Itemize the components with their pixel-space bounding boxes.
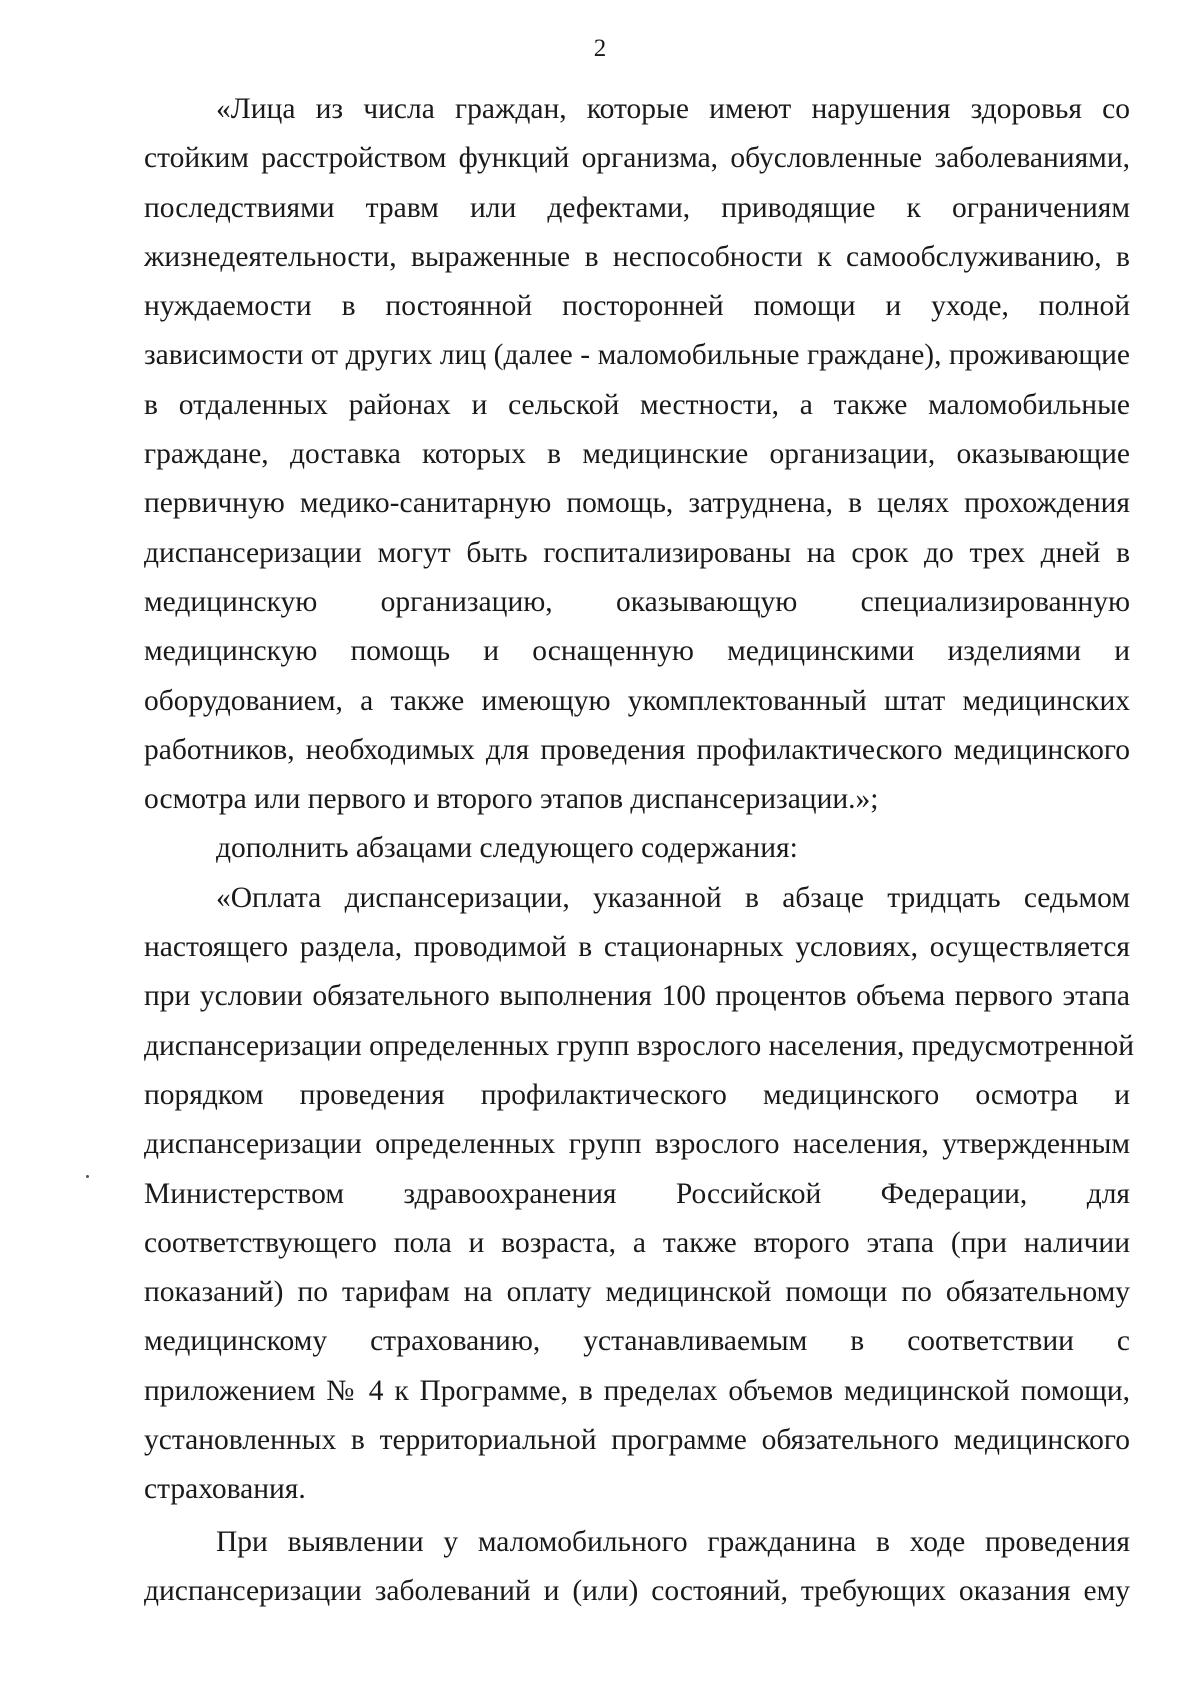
text-line: в отдаленных районах и сельской местности, а также маломобильные bbox=[144, 388, 1130, 421]
text-line: диспансеризации заболеваний и (или) состояний, требующих оказания ему bbox=[144, 1574, 1130, 1607]
text-line: порядком проведения профилактического медицинского осмотра и bbox=[144, 1078, 1130, 1111]
text-line: граждане, доставка которых в медицинские организации, оказывающие bbox=[144, 438, 1130, 471]
page-number: 2 bbox=[593, 35, 607, 62]
text-line: последствиями травм или дефектами, приводящие к ограничениям bbox=[144, 191, 1130, 224]
document-body bbox=[144, 85, 1135, 1616]
text-line: зависимости от других лиц (далее - маломобильные граждане), проживающие bbox=[144, 339, 1130, 372]
text-line: установленных в территориальной программе обязательного медицинского bbox=[144, 1424, 1130, 1457]
text-line: показаний) по тарифам на оплату медицинской помощи по обязательному bbox=[144, 1276, 1130, 1309]
text-line: Министерством здравоохранения Российской Федерации, для bbox=[144, 1177, 1130, 1210]
text-line: дополнить абзацами следующего содержания: bbox=[216, 832, 798, 865]
text-line: первичную медико-санитарную помощь, затруднена, в целях прохождения bbox=[144, 487, 1130, 520]
text-line: медицинскую организацию, оказывающую специализированную bbox=[144, 585, 1130, 618]
text-line: диспансеризации могут быть госпитализированы на срок до трех дней в bbox=[144, 536, 1130, 569]
paragraph-2 bbox=[144, 824, 1130, 873]
paragraph-3 bbox=[144, 874, 1135, 1515]
text-line: жизнедеятельности, выраженные в неспособности к самообслуживанию, в bbox=[144, 240, 1130, 273]
text-line: оборудованием, а также имеющую укомплектованный штат медицинских bbox=[144, 684, 1130, 717]
text-line: «Оплата диспансеризации, указанной в абзаце тридцать седьмом bbox=[216, 881, 1130, 914]
text-line: стойким расстройством функций организма, обусловленные заболеваниями, bbox=[144, 142, 1130, 175]
text-line: работников, необходимых для проведения профилактического медицинского bbox=[144, 733, 1130, 766]
text-line: при условии обязательного выполнения 100 процентов объема первого этапа bbox=[144, 980, 1130, 1013]
paragraph-4 bbox=[144, 1518, 1130, 1617]
text-line: приложением № 4 к Программе, в пределах объемов медицинской помощи, bbox=[144, 1374, 1130, 1407]
text-line: медицинскую помощь и оснащенную медицинскими изделиями и bbox=[144, 635, 1130, 668]
text-line: При выявлении у маломобильного гражданина в ходе проведения bbox=[216, 1525, 1130, 1558]
text-line: нуждаемости в постоянной посторонней помощи и уходе, полной bbox=[144, 290, 1130, 323]
text-line: диспансеризации определенных групп взрослого населения, утвержденным bbox=[144, 1128, 1130, 1161]
scan-speck bbox=[86, 1175, 89, 1178]
text-line: диспансеризации определенных групп взрослого населения, предусмотренной bbox=[144, 1029, 1135, 1062]
text-line: «Лица из числа граждан, которые имеют нарушения здоровья со bbox=[216, 93, 1130, 125]
text-line: медицинскому страхованию, устанавливаемым в соответствии с bbox=[144, 1325, 1130, 1358]
text-line: настоящего раздела, проводимой в стационарных условиях, осуществляется bbox=[144, 931, 1130, 964]
text-line: осмотра или первого и второго этапов диспансеризации.»; bbox=[144, 783, 879, 816]
text-line: страхования. bbox=[144, 1473, 306, 1506]
paragraph-1 bbox=[144, 85, 1130, 824]
text-line: соответствующего пола и возраста, а также второго этапа (при наличии bbox=[144, 1226, 1130, 1259]
